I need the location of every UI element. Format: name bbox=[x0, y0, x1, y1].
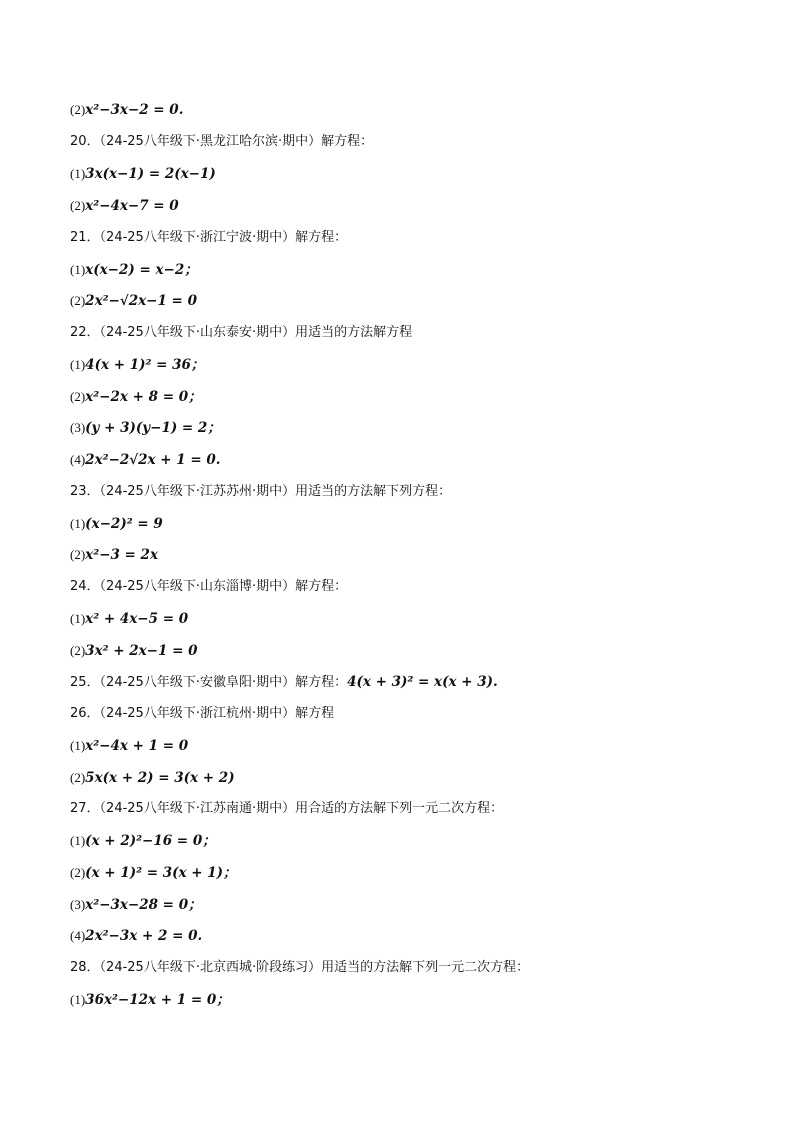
sub-question-22-4 bbox=[70, 450, 220, 470]
sub-label: (2) bbox=[70, 547, 86, 562]
question-22-header: 22．（24-25八年级下·山东泰安·期中）用适当的方法解方程 bbox=[70, 325, 413, 340]
question-25-header bbox=[70, 672, 498, 692]
sub-question-23-1 bbox=[70, 514, 163, 534]
question-24-header: 24．（24-25八年级下·山东淄博·期中）解方程： bbox=[70, 579, 348, 594]
equation: x²−3x−2 = 0. bbox=[85, 102, 184, 118]
sub-label: (1) bbox=[70, 166, 86, 181]
question-26-header: 26．（24-25八年级下·浙江杭州·期中）解方程 bbox=[70, 706, 335, 721]
equation: 2x²−√2x−1 = 0 bbox=[85, 293, 197, 309]
equation: x²−4x + 1 = 0 bbox=[85, 738, 189, 754]
equation: 3x² + 2x−1 = 0 bbox=[85, 643, 198, 659]
question-21-header: 21．（24-25八年级下·浙江宁波·期中）解方程： bbox=[70, 230, 348, 245]
sub-question-22-3 bbox=[70, 418, 221, 438]
sub-label: (3) bbox=[70, 420, 86, 435]
sub-question-26-2 bbox=[70, 768, 235, 788]
equation: 2x²−3x + 2 = 0. bbox=[85, 928, 203, 944]
equation: 5x(x + 2) = 3(x + 2) bbox=[85, 770, 235, 786]
question-text: 25．（24-25八年级下·安徽阜阳·期中）解方程： bbox=[70, 675, 348, 690]
sub-question-27-3 bbox=[70, 895, 202, 915]
sub-label: (1) bbox=[70, 357, 86, 372]
sub-question-21-1 bbox=[70, 260, 198, 280]
equation: 4(x + 3)² = x(x + 3). bbox=[347, 674, 498, 690]
equation: x²−2x + 8 = 0； bbox=[85, 389, 202, 405]
sub-label: (1) bbox=[70, 516, 86, 531]
sub-question-20-1 bbox=[70, 164, 216, 184]
sub-label: (2) bbox=[70, 102, 86, 117]
equation: (x−2)² = 9 bbox=[85, 516, 163, 532]
equation: x²−4x−7 = 0 bbox=[85, 198, 179, 214]
sub-label: (2) bbox=[70, 198, 86, 213]
sub-question-20-2 bbox=[70, 196, 179, 216]
equation: 2x²−2√2x + 1 = 0. bbox=[85, 452, 221, 468]
sub-question-27-1 bbox=[70, 831, 216, 851]
equation: x²−3 = 2x bbox=[85, 547, 158, 563]
equation: (y + 3)(y−1) = 2； bbox=[85, 420, 221, 436]
sub-question-26-1 bbox=[70, 736, 188, 756]
equation: 3x(x−1) = 2(x−1) bbox=[85, 166, 216, 182]
equation: x² + 4x−5 = 0 bbox=[85, 611, 189, 627]
question-28-header: 28．（24-25八年级下·北京西城·阶段练习）用适当的方法解下列一元二次方程： bbox=[70, 960, 530, 975]
question-27-header: 27．（24-25八年级下·江苏南通·期中）用合适的方法解下列一元二次方程： bbox=[70, 801, 504, 816]
sub-label: (1) bbox=[70, 738, 86, 753]
sub-label: (2) bbox=[70, 770, 86, 785]
sub-label: (1) bbox=[70, 992, 86, 1007]
sub-label: (1) bbox=[70, 611, 86, 626]
sub-label: (2) bbox=[70, 389, 86, 404]
sub-question-22-1 bbox=[70, 355, 204, 375]
sub-label: (4) bbox=[70, 928, 86, 943]
sub-label: (1) bbox=[70, 262, 86, 277]
sub-label: (3) bbox=[70, 897, 86, 912]
sub-label: (4) bbox=[70, 452, 86, 467]
sub-question-28-1 bbox=[70, 990, 230, 1010]
equation: x²−3x−28 = 0； bbox=[85, 897, 202, 913]
equation: (x + 2)²−16 = 0； bbox=[85, 833, 216, 849]
sub-label: (1) bbox=[70, 833, 86, 848]
sub-question-22-2 bbox=[70, 387, 202, 407]
question-23-header: 23．（24-25八年级下·江苏苏州·期中）用适当的方法解下列方程： bbox=[70, 484, 452, 499]
sub-question-27-4 bbox=[70, 926, 202, 946]
sub-question-24-2 bbox=[70, 641, 198, 661]
equation: (x + 1)² = 3(x + 1)； bbox=[85, 865, 237, 881]
sub-question-19-2 bbox=[70, 100, 183, 120]
sub-question-24-1 bbox=[70, 609, 188, 629]
question-20-header: 20．（24-25八年级下·黑龙江哈尔滨·期中）解方程： bbox=[70, 134, 374, 149]
sub-label: (2) bbox=[70, 643, 86, 658]
sub-label: (2) bbox=[70, 293, 86, 308]
equation: 4(x + 1)² = 36； bbox=[85, 357, 205, 373]
sub-label: (2) bbox=[70, 865, 86, 880]
sub-question-27-2 bbox=[70, 863, 237, 883]
sub-question-21-2 bbox=[70, 291, 197, 311]
equation: 36x²−12x + 1 = 0； bbox=[85, 992, 230, 1008]
equation: x(x−2) = x−2； bbox=[85, 262, 198, 278]
sub-question-23-2 bbox=[70, 545, 158, 565]
